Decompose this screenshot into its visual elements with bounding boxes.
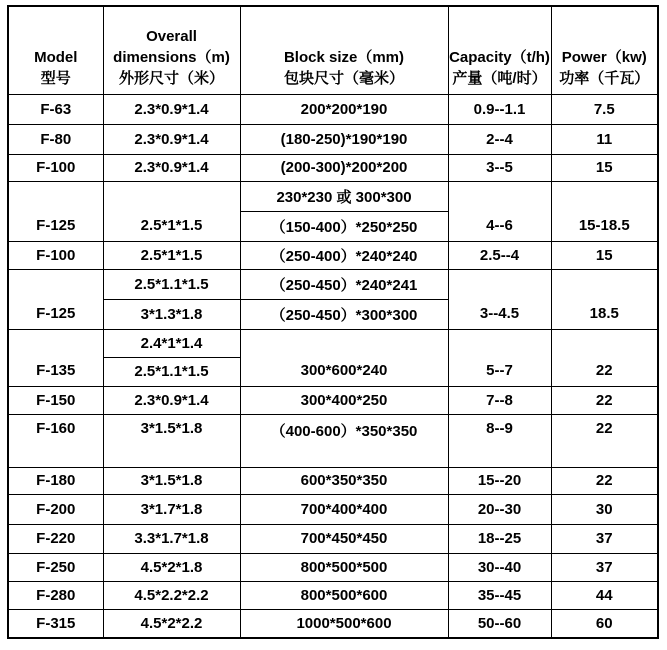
- header-capacity: [448, 6, 551, 94]
- model-cell: F-100: [8, 241, 103, 269]
- header-dimensions-line3: 外形尺寸（米）: [118, 69, 224, 87]
- capacity-cell: 30--40: [448, 553, 551, 581]
- dims-cell: 2.3*0.9*1.4: [103, 124, 240, 154]
- model-cell: F-180: [8, 467, 103, 494]
- capacity-cell: 4--6: [448, 181, 551, 241]
- row-f280: [8, 581, 658, 609]
- model-cell: F-100: [8, 154, 103, 181]
- header-block-size-cn: 包块尺寸（毫米）: [283, 69, 404, 87]
- block-cell: （150-400）*250*250: [240, 211, 448, 241]
- header-dimensions-line2: dimensions（m): [113, 48, 230, 66]
- row-f200: [8, 494, 658, 524]
- row-f80: [8, 124, 658, 154]
- power-cell: 22: [551, 329, 658, 386]
- power-cell: 22: [551, 414, 658, 467]
- dims-cell: 2.3*0.9*1.4: [103, 154, 240, 181]
- power-cell: 11: [551, 124, 658, 154]
- block-cell: 230*230 或 300*300: [240, 181, 448, 211]
- model-cell: F-200: [8, 494, 103, 524]
- power-cell: 22: [551, 386, 658, 414]
- model-cell: F-125: [8, 269, 103, 329]
- power-cell: 15-18.5: [551, 181, 658, 241]
- row-f125-a1: [8, 181, 658, 211]
- capacity-cell: 50--60: [448, 609, 551, 638]
- row-f150: [8, 386, 658, 414]
- power-cell: 15: [551, 154, 658, 181]
- capacity-cell: 20--30: [448, 494, 551, 524]
- model-cell: F-135: [8, 329, 103, 386]
- model-cell: F-150: [8, 386, 103, 414]
- header-power: [551, 6, 658, 94]
- row-f220: [8, 524, 658, 553]
- power-cell: 30: [551, 494, 658, 524]
- block-cell: （400-600）*350*350: [240, 414, 448, 467]
- capacity-cell: 0.9--1.1: [448, 94, 551, 124]
- dims-cell: 2.4*1*1.4: [103, 329, 240, 357]
- power-cell: 7.5: [551, 94, 658, 124]
- dims-cell: 2.5*1*1.5: [103, 241, 240, 269]
- block-cell: 300*400*250: [240, 386, 448, 414]
- dims-cell: 4.5*2*1.8: [103, 553, 240, 581]
- block-cell: 700*400*400: [240, 494, 448, 524]
- capacity-cell: 15--20: [448, 467, 551, 494]
- row-f135-1: [8, 329, 658, 357]
- dims-cell: 2.3*0.9*1.4: [103, 94, 240, 124]
- model-cell: F-80: [8, 124, 103, 154]
- dims-cell: 4.5*2*2.2: [103, 609, 240, 638]
- dims-cell: 2.3*0.9*1.4: [103, 386, 240, 414]
- capacity-cell: 5--7: [448, 329, 551, 386]
- header-model-en: Model: [34, 48, 78, 66]
- capacity-cell: 3--4.5: [448, 269, 551, 329]
- row-f125-b1: [8, 269, 658, 299]
- capacity-cell: 2.5--4: [448, 241, 551, 269]
- power-cell: 44: [551, 581, 658, 609]
- row-f63: [8, 94, 658, 124]
- power-cell: 15: [551, 241, 658, 269]
- row-f100-b: [8, 241, 658, 269]
- dims-cell: 3*1.5*1.8: [103, 467, 240, 494]
- block-cell: 800*500*500: [240, 553, 448, 581]
- header-model: [8, 6, 103, 94]
- power-cell: 18.5: [551, 269, 658, 329]
- capacity-cell: 3--5: [448, 154, 551, 181]
- header-capacity-cn: 产量（吨/时）: [452, 69, 547, 87]
- model-cell: F-315: [8, 609, 103, 638]
- header-row: [8, 6, 658, 94]
- header-block-size: [240, 6, 448, 94]
- spec-table: [7, 5, 659, 639]
- block-cell: (200-300)*200*200: [240, 154, 448, 181]
- block-cell: 1000*500*600: [240, 609, 448, 638]
- model-cell: F-280: [8, 581, 103, 609]
- header-dimensions: [103, 6, 240, 94]
- capacity-cell: 18--25: [448, 524, 551, 553]
- header-model-cn: 型号: [40, 69, 71, 87]
- capacity-cell: 35--45: [448, 581, 551, 609]
- row-f250: [8, 553, 658, 581]
- dims-cell: 3*1.3*1.8: [103, 299, 240, 329]
- power-cell: 37: [551, 524, 658, 553]
- block-cell: 600*350*350: [240, 467, 448, 494]
- row-f315: [8, 609, 658, 638]
- power-cell: 22: [551, 467, 658, 494]
- dims-cell: 2.5*1.1*1.5: [103, 269, 240, 299]
- model-cell: F-160: [8, 414, 103, 467]
- block-cell: （250-450）*300*300: [240, 299, 448, 329]
- power-cell: 37: [551, 553, 658, 581]
- dims-cell: 2.5*1*1.5: [103, 181, 240, 241]
- block-cell: （250-450）*240*241: [240, 269, 448, 299]
- model-cell: F-250: [8, 553, 103, 581]
- row-f180: [8, 467, 658, 494]
- block-cell: 800*500*600: [240, 581, 448, 609]
- dims-cell: 4.5*2.2*2.2: [103, 581, 240, 609]
- row-f100: [8, 154, 658, 181]
- dims-cell: 3*1.5*1.8: [103, 414, 240, 467]
- capacity-cell: 7--8: [448, 386, 551, 414]
- header-capacity-en: Capacity（t/h): [449, 48, 550, 66]
- header-block-size-en: Block size（mm): [283, 48, 405, 66]
- power-cell: 60: [551, 609, 658, 638]
- capacity-cell: 8--9: [448, 414, 551, 467]
- header-power-en: Power（kw): [561, 48, 647, 66]
- model-cell: F-125: [8, 181, 103, 241]
- block-cell: （250-400）*240*240: [240, 241, 448, 269]
- dims-cell: 2.5*1.1*1.5: [103, 357, 240, 386]
- block-cell: 300*600*240: [240, 329, 448, 386]
- model-cell: F-220: [8, 524, 103, 553]
- row-f160: [8, 414, 658, 467]
- dims-cell: 3*1.7*1.8: [103, 494, 240, 524]
- header-dimensions-line1: Overall: [146, 27, 197, 45]
- dims-cell: 3.3*1.7*1.8: [103, 524, 240, 553]
- block-cell: 700*450*450: [240, 524, 448, 553]
- capacity-cell: 2--4: [448, 124, 551, 154]
- block-cell: 200*200*190: [240, 94, 448, 124]
- block-cell: (180-250)*190*190: [240, 124, 448, 154]
- header-power-cn: 功率（千瓦）: [559, 69, 650, 87]
- model-cell: F-63: [8, 94, 103, 124]
